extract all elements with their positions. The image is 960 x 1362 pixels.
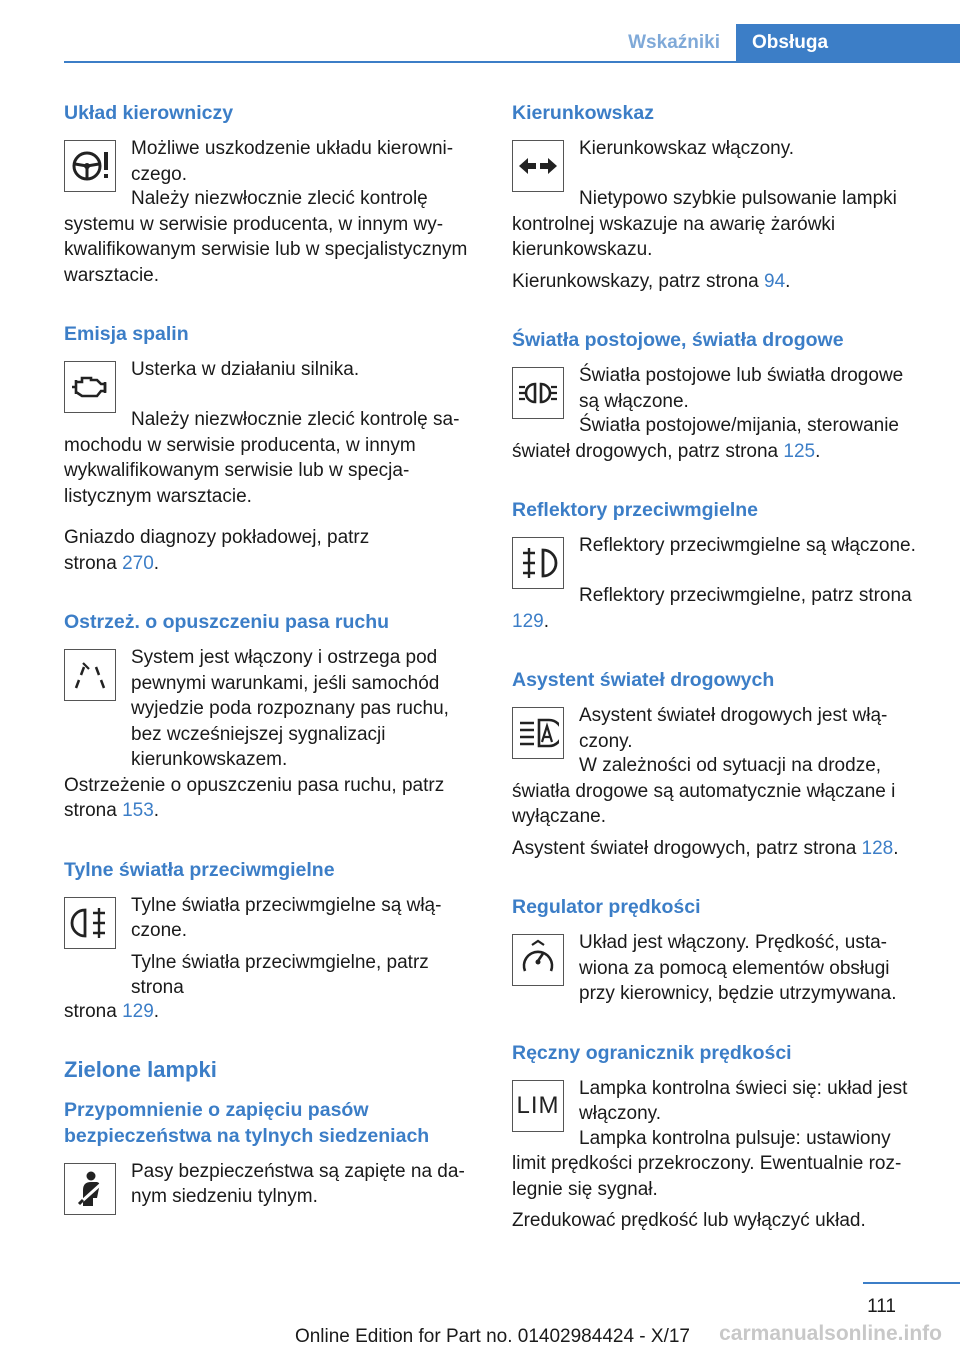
page-link[interactable]: 270: [122, 552, 154, 574]
page-link[interactable]: 94: [764, 270, 786, 292]
paragraph: Należy niezwłocznie zlecić kontrolę samochodu w serwisie producenta, w innym wykwalifikowanym serwisie lub w specjalistycznym warsztacie.: [64, 409, 460, 507]
paragraph: Asystent świateł drogowych jest włączony.: [579, 705, 888, 752]
section-rearfog: [64, 857, 476, 1025]
paragraph: Światła postojowe lub światła drogowe są włączone.: [579, 365, 904, 412]
section-title: Światła postojowe, światła drogowe: [512, 329, 844, 351]
paragraph: Usterka w działaniu silnika.: [131, 359, 360, 380]
page-link[interactable]: 125: [783, 440, 816, 462]
section-title: Regulator prędkości: [512, 896, 701, 918]
page-link[interactable]: 128: [861, 837, 894, 859]
paragraph: Tylne światła przeciwmgielne są włączone.: [131, 894, 442, 941]
paragraph: Światła postojowe/mijania, sterowanie świateł drogowych, patrz strona 125.: [512, 415, 899, 462]
paragraph: Należy niezwłocznie zlecić kontrolę systemu w serwisie producenta, w innym wykwalifikowanym serwisie lub w specjalistycznym warsztacie.: [64, 188, 468, 286]
edition-text: Online Edition for Part no. 01402984424 - X/17: [294, 1326, 690, 1347]
paragraph: Możliwe uszkodzenie układu kierowniczego.: [131, 138, 454, 185]
right-column: [512, 100, 927, 1267]
turn-signal-icon: [512, 140, 564, 192]
section-steering: [64, 100, 476, 288]
footer-rule: [863, 1282, 960, 1284]
section-title: Przypomnienie o zapięciu pasów bezpieczeństwa na tylnych siedzeniach: [64, 1098, 430, 1147]
parking-light-icon: [512, 367, 564, 419]
paragraph: Ostrzeżenie o opuszczeniu pasa ruchu, patrz strona 153.: [64, 774, 445, 821]
seatbelt-icon: [64, 1163, 116, 1215]
section-parking: [512, 327, 927, 464]
lim-icon-text: LIM: [516, 1091, 560, 1119]
section-frontfog: [512, 497, 927, 634]
paragraph: strona 129.: [64, 1000, 160, 1022]
page-number: 111: [867, 1296, 896, 1317]
paragraph: Nietypowo szybkie pulsowanie lampki kontrolnej wskazuje na awarię żarówki kierunkowskazu.: [512, 188, 897, 260]
section-limiter: [512, 1040, 927, 1234]
steering-warning-icon: [64, 140, 116, 192]
paragraph: Zredukować prędkość lub wyłączyć układ.: [512, 1210, 866, 1231]
section-title: Ręczny ogranicznik prędkości: [512, 1041, 792, 1064]
section-title: Kierunkowskaz: [512, 102, 654, 124]
section-title: Tylne światła przeciwmgielne: [64, 858, 335, 881]
engine-icon: [64, 361, 116, 413]
tab-obsluga[interactable]: Obsługa: [736, 24, 960, 61]
section-title: Układ kierowniczy: [64, 102, 234, 124]
header-rule: [64, 61, 960, 63]
paragraph: System jest włączony i ostrzega pod pewnymi warunkami, jeśli samochód wyjedzie poda rozpoznany pas ruchu, bez wcześniejszej sygnalizacji kierunkowskazem.: [131, 647, 449, 770]
section-title: Emisja spalin: [64, 323, 189, 345]
section-lane: [64, 609, 476, 824]
page-link[interactable]: 129: [512, 610, 544, 632]
section-title: Reflektory przeciwmgielne: [512, 499, 758, 521]
page-link[interactable]: 129: [122, 1000, 154, 1022]
paragraph: Gniazdo diagnozy pokładowej, patrz strona 270.: [64, 527, 370, 574]
section-cruise: [512, 894, 927, 1007]
section-highbeam: [512, 667, 927, 861]
paragraph: Układ jest włączony. Prędkość, ustawiona za pomocą elementów obsługi przy kierownicy, będzie utrzymywana.: [579, 932, 897, 1004]
section-heading-green: Zielone lampki: [64, 1057, 217, 1082]
paragraph: Reflektory przeciwmgielne są włączone.: [579, 535, 916, 556]
front-fog-light-icon: [512, 537, 564, 589]
section-title: Ostrzeż. o opuszczeniu pasa ruchu: [64, 611, 390, 633]
high-beam-assist-icon: [512, 707, 564, 759]
paragraph: Lampka kontrolna świeci się: układ jest włączony.: [579, 1077, 908, 1124]
rear-fog-light-icon: [64, 897, 116, 949]
paragraph: Reflektory przeciwmgielne, patrz strona 129.: [512, 585, 912, 632]
section-title: Asystent świateł drogowych: [512, 669, 775, 691]
page-footer: [0, 1282, 960, 1362]
paragraph: Asystent świateł drogowych, patrz strona 128.: [512, 837, 899, 859]
paragraph: Kierunkowskaz włączony.: [579, 138, 795, 159]
cruise-control-icon: [512, 934, 564, 986]
paragraph: Pasy bezpieczeństwa są zapięte na danym siedzeniu tylnym.: [131, 1160, 465, 1207]
speed-limiter-icon: [512, 1080, 564, 1132]
paragraph: W zależności od sytuacji na drodze, światła drogowe są automatycznie włączane i wyłączane.: [512, 755, 896, 827]
paragraph: Lampka kontrolna pulsuje: ustawiony limit prędkości przekroczony. Ewentualnie rozlegnie się sygnał.: [512, 1127, 902, 1200]
paragraph: Tylne światła przeciwmgielne, patrz strona: [131, 951, 429, 998]
page-header: [0, 24, 960, 62]
section-seatbelt: [64, 1097, 476, 1215]
section-emission: [64, 321, 476, 576]
tab-wskazniki[interactable]: Wskaźniki: [628, 32, 720, 53]
page-link[interactable]: 153: [122, 800, 154, 821]
section-turn: [512, 100, 927, 294]
lane-departure-icon: [64, 649, 116, 701]
watermark: carmanualsonline.info: [719, 1322, 942, 1345]
left-column: [64, 100, 476, 1248]
paragraph: Kierunkowskazy, patrz strona 94.: [512, 270, 791, 292]
